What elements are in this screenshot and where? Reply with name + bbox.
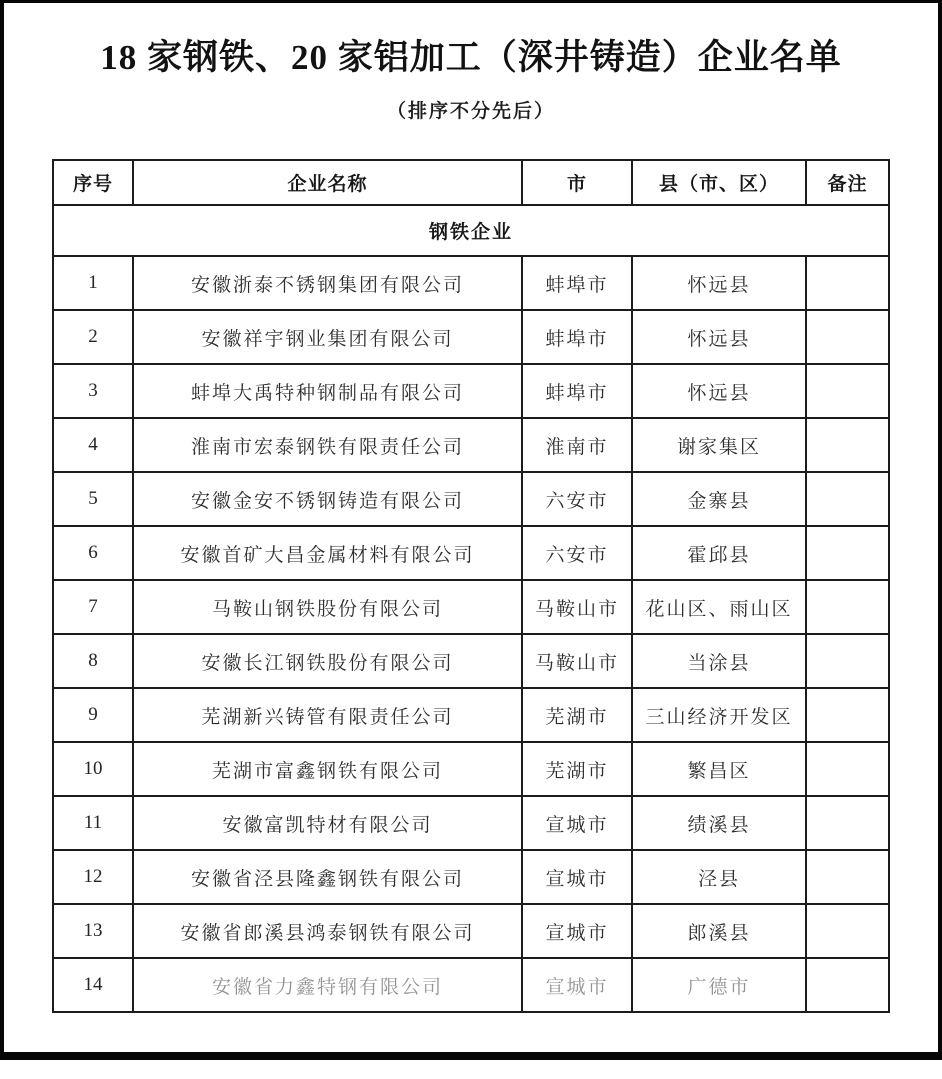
cell-serial-number: 8 [53,634,133,688]
cell-city: 宣城市 [522,958,632,1012]
cell-county: 三山经济开发区 [632,688,806,742]
cell-city: 宣城市 [522,904,632,958]
cell-serial-number: 5 [53,472,133,526]
header-county: 县（市、区） [632,160,806,205]
cell-county: 郎溪县 [632,904,806,958]
document-page [4,30,938,1079]
table-row [53,850,889,904]
cell-company-name: 淮南市宏泰钢铁有限责任公司 [133,418,522,472]
cell-remarks [806,904,889,958]
cell-county: 霍邱县 [632,526,806,580]
cell-remarks [806,580,889,634]
table-header-row [53,160,889,205]
cell-company-name: 芜湖市富鑫钢铁有限公司 [133,742,522,796]
cell-company-name: 安徽祥宇钢业集团有限公司 [133,310,522,364]
cell-serial-number: 13 [53,904,133,958]
table-row [53,904,889,958]
cell-county: 怀远县 [632,256,806,310]
cell-remarks [806,688,889,742]
cell-serial-number: 4 [53,418,133,472]
table-row [53,796,889,850]
document-title: 18 家钢铁、20 家铝加工（深井铸造）企业名单 [100,38,842,77]
cell-remarks [806,472,889,526]
table-row [53,472,889,526]
cell-remarks [806,310,889,364]
cell-city: 六安市 [522,526,632,580]
cell-serial-number: 11 [53,796,133,850]
cell-county: 金寨县 [632,472,806,526]
cell-company-name: 安徽长江钢铁股份有限公司 [133,634,522,688]
cell-remarks [806,256,889,310]
table-row [53,526,889,580]
cell-city: 芜湖市 [522,742,632,796]
document-subtitle: （排序不分先后） [386,101,555,122]
cell-city: 淮南市 [522,418,632,472]
cell-city: 蚌埠市 [522,310,632,364]
cell-remarks [806,526,889,580]
cell-city: 芜湖市 [522,688,632,742]
table-row [53,958,889,1012]
cell-county: 泾县 [632,850,806,904]
cell-company-name: 安徽富凯特材有限公司 [133,796,522,850]
cell-serial-number: 6 [53,526,133,580]
cell-city: 蚌埠市 [522,364,632,418]
cell-serial-number: 10 [53,742,133,796]
cell-serial-number: 1 [53,256,133,310]
cell-county: 广德市 [632,958,806,1012]
cell-remarks [806,364,889,418]
table-row [53,688,889,742]
cell-company-name: 安徽金安不锈钢铸造有限公司 [133,472,522,526]
cell-serial-number: 3 [53,364,133,418]
cell-city: 马鞍山市 [522,634,632,688]
cell-serial-number: 12 [53,850,133,904]
cell-county: 绩溪县 [632,796,806,850]
cell-remarks [806,634,889,688]
section-row-steel [53,205,889,256]
table-row [53,310,889,364]
company-table [52,159,890,1013]
cell-company-name: 安徽省力鑫特钢有限公司 [133,958,522,1012]
cell-county: 怀远县 [632,310,806,364]
cell-company-name: 蚌埠大禹特种钢制品有限公司 [133,364,522,418]
table-row [53,364,889,418]
cell-remarks [806,742,889,796]
table-row [53,634,889,688]
cell-city: 宣城市 [522,796,632,850]
table-row [53,742,889,796]
cell-city: 宣城市 [522,850,632,904]
cell-serial-number: 14 [53,958,133,1012]
cell-company-name: 安徽省郎溪县鸿泰钢铁有限公司 [133,904,522,958]
cell-remarks [806,850,889,904]
header-serial-number: 序号 [53,160,133,205]
header-city: 市 [522,160,632,205]
section-label: 钢铁企业 [53,205,889,256]
table-row [53,418,889,472]
header-company-name: 企业名称 [133,160,522,205]
cell-county: 繁昌区 [632,742,806,796]
cell-remarks [806,796,889,850]
cell-company-name: 安徽省泾县隆鑫钢铁有限公司 [133,850,522,904]
cell-serial-number: 7 [53,580,133,634]
cell-serial-number: 2 [53,310,133,364]
table-row [53,580,889,634]
cell-company-name: 芜湖新兴铸管有限责任公司 [133,688,522,742]
table-row [53,256,889,310]
cell-company-name: 马鞍山钢铁股份有限公司 [133,580,522,634]
cell-remarks [806,958,889,1012]
cell-county: 谢家集区 [632,418,806,472]
cell-serial-number: 9 [53,688,133,742]
cell-county: 当涂县 [632,634,806,688]
cell-city: 蚌埠市 [522,256,632,310]
cell-company-name: 安徽首矿大昌金属材料有限公司 [133,526,522,580]
cell-city: 六安市 [522,472,632,526]
cell-remarks [806,418,889,472]
cell-county: 花山区、雨山区 [632,580,806,634]
cell-company-name: 安徽浙泰不锈钢集团有限公司 [133,256,522,310]
header-remarks: 备注 [806,160,889,205]
cell-city: 马鞍山市 [522,580,632,634]
cell-county: 怀远县 [632,364,806,418]
